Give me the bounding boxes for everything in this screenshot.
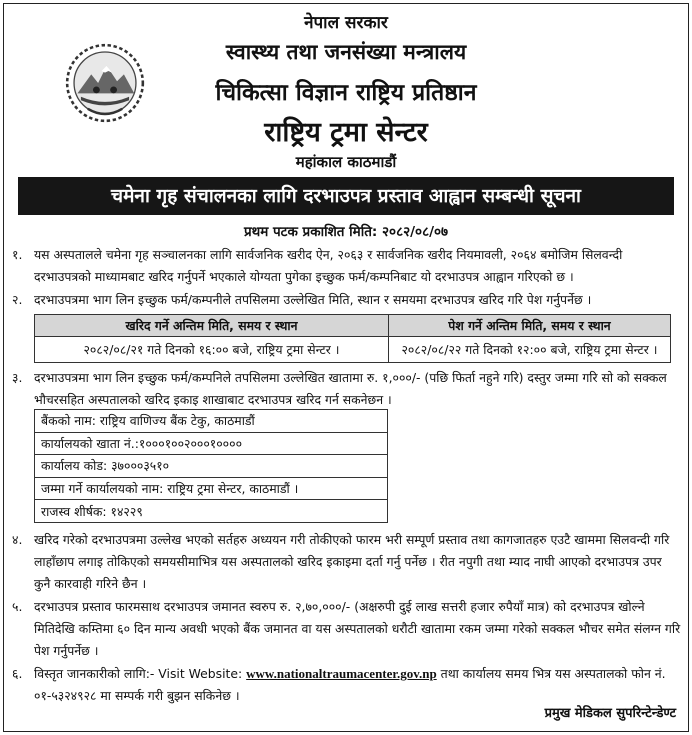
signatory-title: प्रमुख मेडिकल सुपरिन्टेन्डेण्ट — [544, 706, 676, 721]
notice-title-banner: चमेना गृह संचालनका लागि दरभाउपत्र प्रस्ताव आह्वान सम्बन्धी सूचना — [18, 177, 674, 215]
schedule-header-submit: पेश गर्ने अन्तिम मिति, समय र स्थान — [389, 315, 671, 337]
depositing-office-name: जम्मा गर्ने कार्यालयको नाम: राष्ट्रिय ट्रमा सेन्टर, काठमाडौं । — [35, 477, 388, 500]
table-row — [35, 432, 388, 455]
website-link[interactable]: www.nationaltraumacenter.gov.np — [246, 666, 437, 681]
bank-account-number: कार्यालयको खाता नं.:१०००१००२०००१०००० — [35, 432, 388, 455]
schedule-purchase-deadline: २०८२/०८/२१ गते दिनको १६:०० बजे, राष्ट्रिय ट्रमा सेन्टर । — [35, 337, 389, 363]
schedule-table — [34, 314, 671, 363]
contact-text-before: विस्तृत जानकारीको लागि:- Visit Website: — [34, 666, 247, 681]
paragraph-number: १. — [12, 247, 23, 262]
paragraph-text: दरभाउपत्र प्रस्ताव फारमसाथ दरभाउपत्र जमानत स्वरुप रु. २,७०,०००/- (अक्षरुपी दुई लाख सत्तरी हजार रुपैयाँ मात्र) को दरभाउपत्र खोल्ने मितिदेखि कम्तिमा ६० दिन मान्य अवधी भएको बैंक जमानत वा यस अस्पतालको धरौटी खातामा रकम जम्मा गरेको सक्कल भौचर समेत संलग्न गरि पेश गर्नुपर्नेछ । — [34, 599, 681, 658]
contact-text-after: तथा कार्यालय समय भित्र यस अस्पतालको फोन नं. ०१-५३२४९२८ मा सम्पर्क गरी बुझन सकिनेछ । — [34, 666, 666, 703]
paragraph-number: ६. — [12, 666, 23, 681]
revenue-heading: राजस्व शीर्षक: १४२२९ — [35, 500, 388, 523]
paragraph-text: यस अस्पतालले चमेना गृह सञ्चालनका लागि सार्वजनिक खरीद ऐन, २०६३ र सार्वजनिक खरीद नियमावली, २०६४ बमोजिम सिलवन्दी दरभाउपत्रको माध्यामबाट खरिद गर्नुपर्ने भएकाले योग्यता पुगेका इच्छुक फर्म/कम्पनिबाट यो दरभाउपत्र आह्वान गरिएको छ । — [34, 247, 623, 284]
office-code: कार्यालय कोड: ३७०००३५१० — [35, 455, 388, 478]
paragraph-number: ४. — [12, 532, 23, 547]
table-row — [35, 455, 388, 478]
paragraph-4 — [12, 529, 682, 595]
table-row — [35, 500, 388, 523]
publication-date: प्रथम पटक प्रकाशित मिति: २०८२/०८/०७ — [243, 224, 449, 240]
bank-details-table — [34, 409, 388, 523]
table-row — [35, 410, 388, 433]
paragraph-text: खरिद गरेको दरभाउपत्रमा उल्लेख भएको सर्तहरु अध्ययन गरी तोकीएको फारम भरी सम्पूर्ण प्रस्ताव तथा कागजातहरु एउटै खाममा सिलवन्दी गरि लाहाँछाप लगाइ तोकिएको समयसीमाभित्र यस अस्पतालको खरिद इकाइमा दर्ता गर्नु पर्नेछ । रीत नपुगी तथा म्याद नाघी आएको दरभाउपत्र उपर कुनै कारवाही गरिने छैन । — [34, 532, 670, 591]
table-row — [35, 477, 388, 500]
header-line-academy: चिकित्सा विज्ञान राष्ट्रिय प्रतिष्ठान — [215, 80, 477, 106]
paragraph-6 — [12, 663, 682, 707]
header-line-center: राष्ट्रिय ट्रमा सेन्टर — [264, 117, 428, 148]
paragraph-number: ५. — [12, 599, 23, 614]
table-row — [35, 315, 671, 337]
header-line-government: नेपाल सरकार — [304, 13, 388, 33]
bank-name: बैंकको नाम: राष्ट्रिय वाणिज्य बैंक टेकु, काठमाडौं — [35, 410, 388, 433]
table-row — [35, 337, 671, 363]
paragraph-1 — [12, 244, 682, 288]
paragraph-number: ३. — [12, 370, 23, 385]
header-line-address: महांकाल काठमाडौं — [295, 153, 397, 171]
header-line-ministry: स्वास्थ्य तथा जनसंख्या मन्त्रालय — [225, 40, 467, 64]
paragraph-3 — [12, 367, 682, 411]
paragraph-text: दरभाउपत्रमा भाग लिन इच्छुक फर्म/कम्पनिले तपसिलमा उल्लेखित खातामा रु. १,०००/- (पछि फिर्ता नहुने गरि) दस्तुर जम्मा गरि सो को सक्कल भौचरसहित अस्पतालको खरिद इकाइ शाखाबाट दरभाउपत्र खरिद गर्न सकनेछन । — [34, 370, 667, 407]
schedule-submit-deadline: २०८२/०८/२२ गते दिनको १२:०० बजे, राष्ट्रिय ट्रमा सेन्टर । — [389, 337, 671, 363]
paragraph-5 — [12, 596, 682, 662]
schedule-header-purchase: खरिद गर्ने अन्तिम मिति, समय र स्थान — [35, 315, 389, 337]
paragraph-2 — [12, 289, 682, 311]
paragraph-text — [12, 663, 682, 707]
paragraph-text: दरभाउपत्रमा भाग लिन इच्छुक फर्म/कम्पनीले तपसिलमा उल्लेखित मिति, स्थान र समयमा दरभाउपत्र खरिद गरि पेश गर्नुपर्नेछ । — [34, 292, 592, 307]
paragraph-number: २. — [12, 292, 23, 307]
